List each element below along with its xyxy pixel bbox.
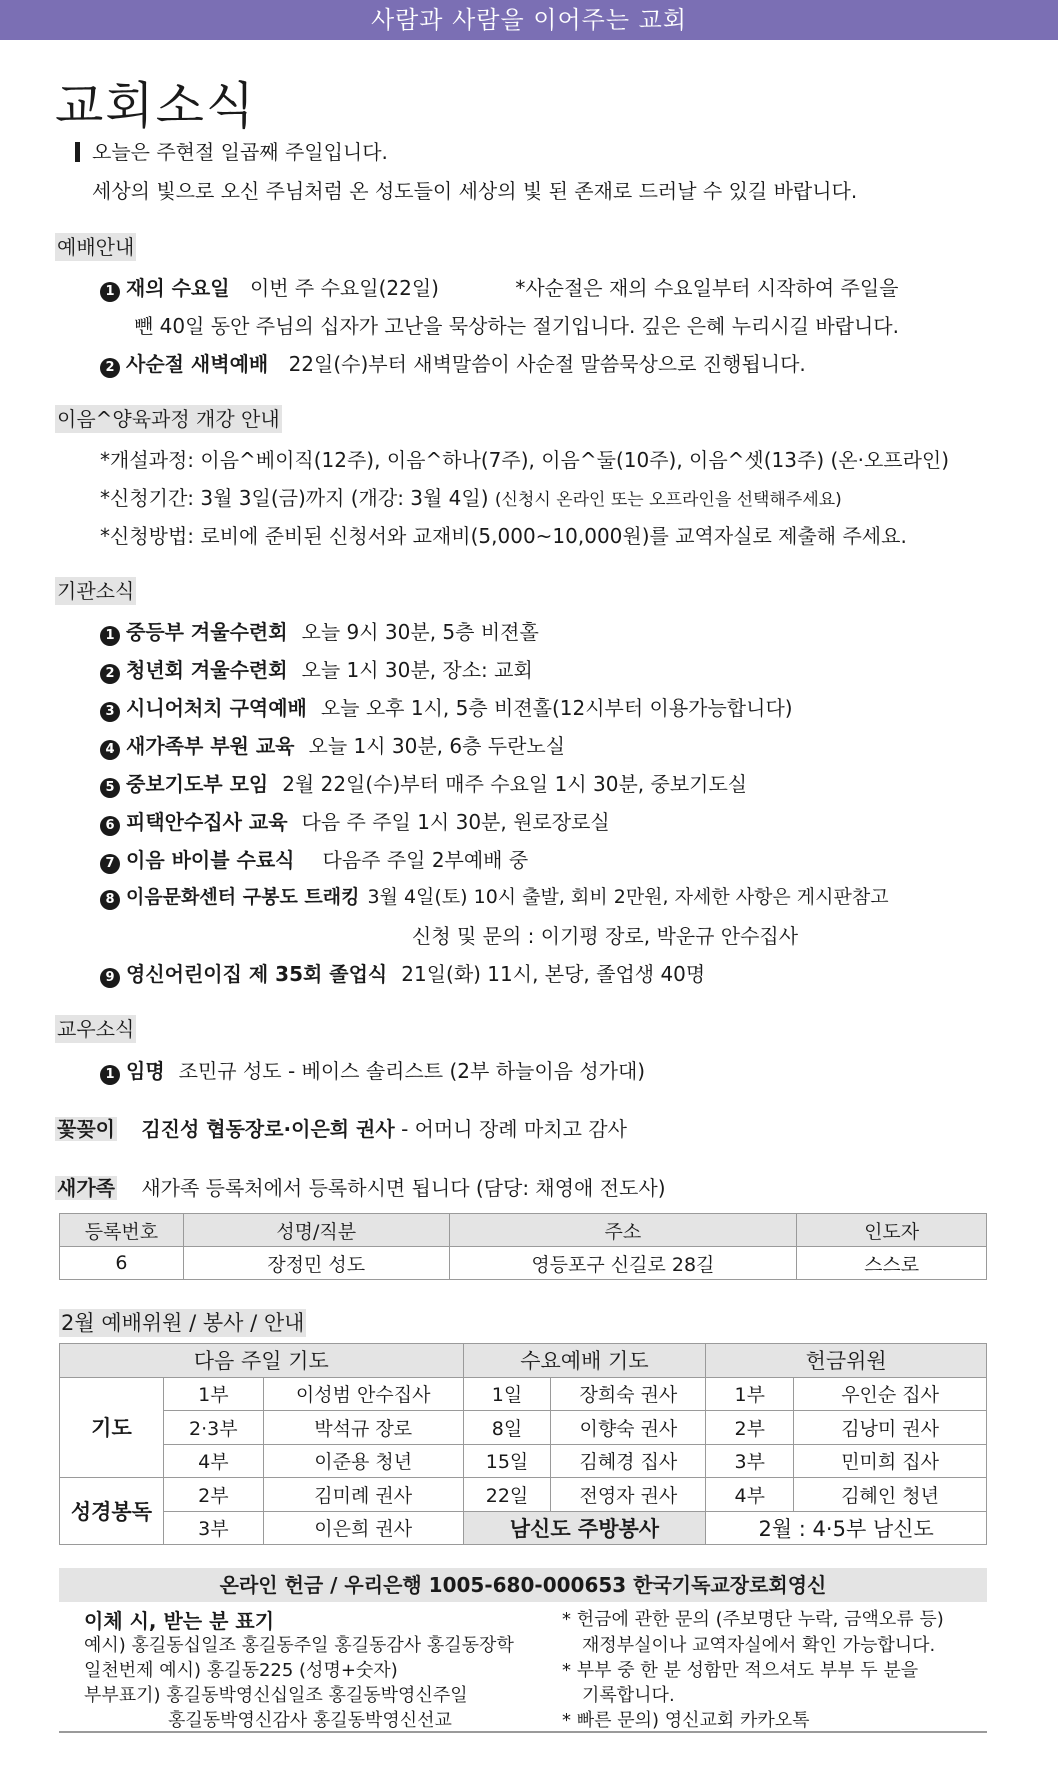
number-badge: 2 [100,358,120,378]
number-badge: 4 [100,740,120,760]
table-cell: 6 [60,1247,184,1280]
section-flowers-heading: 꽃꽂이 [57,1117,115,1141]
table-header: 다음 주일 기도 [60,1344,464,1378]
org-item-text: 2월 22일(수)부터 매주 수요일 1시 30분, 중보기도실 [282,772,748,796]
offering-right-line: * 부부 중 한 분 성함만 적으셔도 부부 두 분을 [562,1660,919,1681]
table-cell: 1일 [463,1377,551,1411]
worship-item-1-cont: 뺀 40일 동안 주님의 십자가 고난을 묵상하는 절기입니다. 깊은 은혜 누리시길 바랍니다. [134,314,899,338]
table-header: 주소 [449,1214,797,1247]
offering-right-line: * 빠른 문의) 영신교회 카카오톡 [562,1710,810,1731]
flowers-text: - 어머니 장례 마치고 감사 [401,1117,627,1141]
table-header: 인도자 [797,1214,987,1247]
table-cell: 3부 [706,1444,794,1478]
worship-item-1-text: 이번 주 수요일(22일) [249,276,439,300]
newfamily-text: 새가족 등록처에서 등록하시면 됩니다 (담당: 채영애 전도사) [141,1176,666,1200]
worship-item-1-title: 재의 수요일 [126,276,230,300]
table-cell: 22일 [463,1478,551,1512]
course-line-3: *신청방법: 로비에 준비된 신청서와 교재비(5,000~10,000원)를 교역자실로 제출해 주세요. [100,524,907,548]
section-members-heading: 교우소식 [57,1017,135,1041]
worship-item-2 [100,348,806,378]
table-cell: 8일 [463,1411,551,1445]
section-schedule-heading: 2월 예배위원 / 봉사 / 안내 [61,1311,305,1335]
org-item [100,654,533,684]
intro-line-1 [75,136,388,165]
number-badge: 1 [100,282,120,302]
org-item-title: 피택안수집사 교육 [126,810,288,834]
table-cell: 2부 [706,1411,794,1445]
org-item-text: 오늘 1시 30분, 장소: 교회 [301,658,533,682]
table-cell: 김미례 권사 [263,1478,463,1512]
table-header: 헌금위원 [706,1344,987,1378]
flowers-row [55,1113,627,1142]
offering-heading: 온라인 헌금 / 우리은행 1005-680-000653 한국기독교장로회영신 [59,1568,987,1602]
number-badge: 6 [100,816,120,836]
table-cell: 김낭미 권사 [794,1411,987,1445]
org-item [100,806,610,836]
table-cell: 이준용 청년 [263,1444,463,1478]
org-item-text: 오늘 1시 30분, 6층 두란노실 [308,734,566,758]
table-row [60,1411,987,1445]
table-cell: 장희숙 권사 [551,1377,706,1411]
course-line-1: *개설과정: 이음^베이직(12주), 이음^하나(7주), 이음^둘(10주), 이음^셋(13주) (온·오프라인) [100,448,950,472]
org-item-text: 다음주 주일 2부예배 중 [322,848,529,872]
number-badge: 7 [100,854,120,874]
table-cell: 15일 [463,1444,551,1478]
worship-item-1 [100,272,899,302]
flowers-names: 김진성 협동장로·이은희 권사 [141,1117,395,1141]
org-item-title: 중등부 겨울수련회 [126,620,288,644]
org-item [100,844,528,874]
table-cell: 4부 [706,1478,794,1512]
number-badge: 3 [100,702,120,722]
table-header: 성명/직분 [183,1214,449,1247]
table-cell: 전영자 권사 [551,1478,706,1512]
worship-item-2-title: 사순절 새벽예배 [126,352,269,376]
course-line-2 [100,482,842,511]
table-header: 수요예배 기도 [463,1344,706,1378]
org-item [100,882,889,910]
org-item-8-cont: 신청 및 문의 : 이기평 장로, 박운규 안수집사 [412,924,799,948]
table-cell: 이은희 권사 [263,1511,463,1545]
org-item-text: 3월 4일(토) 10시 출발, 회비 2만원, 자세한 사항은 게시판참고 [367,886,889,908]
offering-bottom-divider [59,1731,987,1733]
table-cell: 민미희 집사 [794,1444,987,1478]
schedule-table [59,1343,987,1545]
org-item [100,730,565,760]
table-row [60,1444,987,1478]
worship-item-2-text: 22일(수)부터 새벽말씀이 사순절 말씀묵상으로 진행됩니다. [288,352,806,376]
members-item-1 [100,1055,645,1085]
table-cell: 1부 [163,1377,263,1411]
number-badge: 5 [100,778,120,798]
offering-right-line: 기록합니다. [582,1685,675,1706]
org-item-text: 오늘 오후 1시, 5층 비젼홀(12시부터 이용가능합니다) [320,696,793,720]
group-label-bible: 성경봉독 [60,1478,164,1545]
offering-left-line: 일천번제 예시) 홍길동225 (성명+숫자) [84,1660,398,1681]
table-row [60,1247,987,1280]
table-cell: 4부 [163,1444,263,1478]
newfamily-table [59,1213,987,1280]
intro-line-2: 세상의 빛으로 오신 주님처럼 온 성도들이 세상의 빛 된 존재로 드러날 수 있길 바랍니다. [92,179,858,203]
table-cell: 우인순 집사 [794,1377,987,1411]
table-cell: 박석규 장로 [263,1411,463,1445]
table-cell: 2·3부 [163,1411,263,1445]
number-badge: 1 [100,1065,120,1085]
offering-right-line: * 헌금에 관한 문의 (주보명단 누락, 금액오류 등) [562,1609,944,1630]
number-badge: 2 [100,664,120,684]
offering-left-line: 홍길동박영신감사 홍길동박영신선교 [168,1710,452,1731]
org-item [100,768,747,798]
number-badge: 9 [100,968,120,988]
section-course-heading: 이음^양육과정 개강 안내 [57,407,280,431]
org-item-title: 영신어린이집 제 35회 졸업식 [126,962,388,986]
table-cell: 2부 [163,1478,263,1512]
section-newfamily-heading: 새가족 [57,1176,115,1200]
table-cell: 이성범 안수집사 [263,1377,463,1411]
offering-left-line: 예시) 홍길동십일조 홍길동주일 홍길동감사 홍길동장학 [84,1635,514,1656]
course-period-note: (신청시 온라인 또는 오프라인을 선택해주세요) [494,490,842,510]
table-cell: 스스로 [797,1247,987,1280]
number-badge: 8 [100,890,120,910]
section-worship-heading: 예배안내 [57,235,135,259]
org-item-title: 시니어처치 구역예배 [126,696,307,720]
org-item-title: 청년회 겨울수련회 [126,658,288,682]
offering-right-line: 재정부실이나 교역자실에서 확인 가능합니다. [582,1635,936,1656]
org-item [100,958,705,988]
org-item-text: 오늘 9시 30분, 5층 비젼홀 [301,620,539,644]
top-banner: 사람과 사람을 이어주는 교회 [0,0,1058,40]
page-title: 교회소식 [55,77,257,135]
intro-text-1: 오늘은 주현절 일곱째 주일입니다. [92,140,388,164]
table-row [60,1478,987,1512]
group-label-prayer: 기도 [60,1377,164,1478]
org-item-title: 이음 바이블 수료식 [126,848,295,872]
org-item [100,616,539,646]
number-badge: 1 [100,626,120,646]
offering-left-line: 부부표기) 홍길동박영신십일조 홍길동박영신주일 [84,1685,468,1706]
org-item-title: 새가족부 부원 교육 [126,734,295,758]
table-cell: 김혜인 청년 [794,1478,987,1512]
table-cell: 3부 [163,1511,263,1545]
table-row [60,1511,987,1545]
table-cell: 이향숙 권사 [551,1411,706,1445]
members-item-title: 임명 [126,1059,165,1083]
section-org-heading: 기관소식 [57,579,135,603]
bullet-bar [75,142,80,162]
members-item-text: 조민규 성도 - 베이스 솔리스트 (2부 하늘이음 성가대) [178,1059,646,1083]
newfamily-row [55,1172,666,1201]
org-item-title: 이음문화센터 구봉도 트래킹 [126,886,360,908]
offering-left-title: 이체 시, 받는 분 표기 [84,1609,275,1633]
table-cell: 영등포구 신길로 28길 [449,1247,797,1280]
org-item [100,692,793,722]
table-cell: 장정민 성도 [183,1247,449,1280]
course-period: *신청기간: 3월 3일(금)까지 (개강: 3월 4일) [100,486,489,510]
org-item-title: 중보기도부 모임 [126,772,269,796]
table-header: 등록번호 [60,1214,184,1247]
org-item-text: 21일(화) 11시, 본당, 졸업생 40명 [401,962,706,986]
worship-item-1-note: *사순절은 재의 수요일부터 시작하여 주일을 [515,276,899,300]
table-cell: 1부 [706,1377,794,1411]
kitchen-value: 2월 : 4·5부 남신도 [706,1511,987,1545]
table-cell: 김혜경 집사 [551,1444,706,1478]
org-item-text: 다음 주 주일 1시 30분, 원로장로실 [301,810,610,834]
kitchen-label: 남신도 주방봉사 [463,1511,706,1545]
table-row [60,1377,987,1411]
